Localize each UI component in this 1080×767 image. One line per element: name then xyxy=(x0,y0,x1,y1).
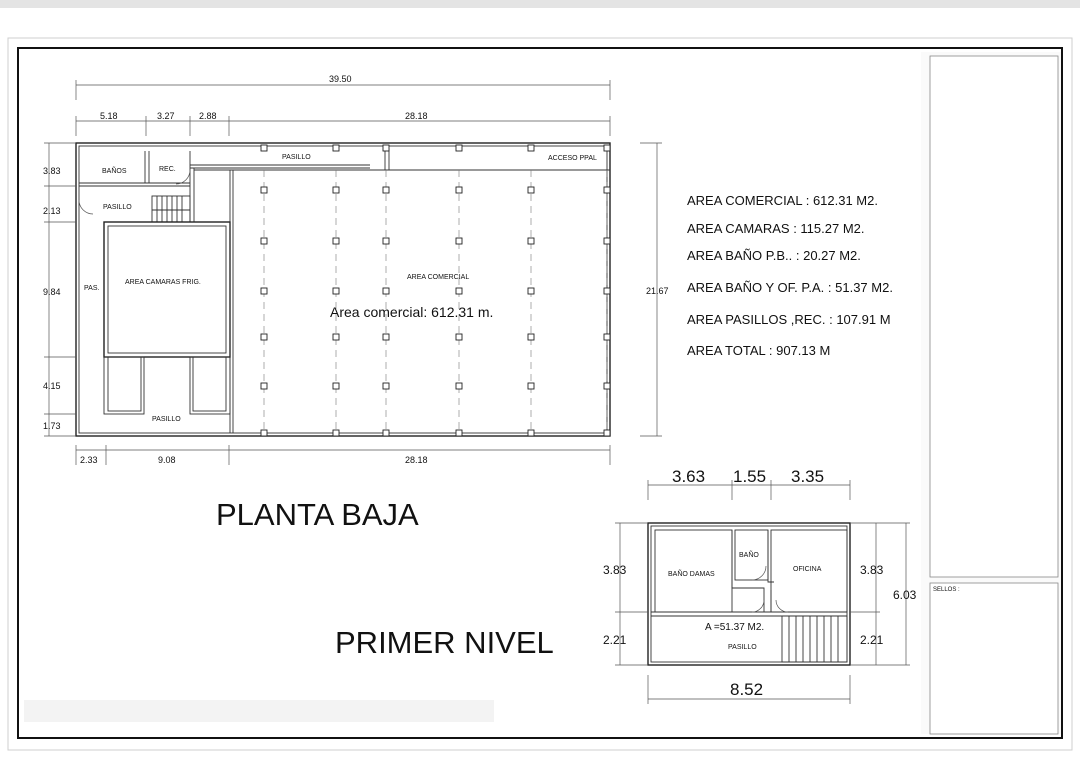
pb-dim-left-4: 4.15 xyxy=(43,381,61,391)
pb-dim-bottom-3: 28.18 xyxy=(405,455,428,465)
pb-dim-left-2: 2.13 xyxy=(43,206,61,216)
pb-dim-left-1: 3.83 xyxy=(43,166,61,176)
pb-column xyxy=(604,334,610,340)
pb-room-pasillo-bottom: PASILLO xyxy=(152,416,181,423)
pb-dim-bottom-1: 2.33 xyxy=(80,455,98,465)
pb-dim-top-3: 2.88 xyxy=(199,111,217,121)
pb-column xyxy=(456,383,462,389)
pn-room-area: A =51.37 M2. xyxy=(705,622,765,633)
pb-room-pasillo-left: PASILLO xyxy=(103,204,132,211)
pb-room-comercial: AREA COMERCIAL xyxy=(407,274,470,281)
pb-column xyxy=(456,145,462,151)
pb-dim-top-2: 3.27 xyxy=(157,111,175,121)
pn-stairs xyxy=(782,616,847,662)
pb-column xyxy=(261,430,267,436)
pn-dim-left-1: 3.83 xyxy=(603,563,627,577)
pb-column xyxy=(456,288,462,294)
pb-column-grid xyxy=(261,145,610,436)
pb-column xyxy=(333,187,339,193)
pn-dim-right-total: 6.03 xyxy=(893,588,917,602)
pb-column xyxy=(528,187,534,193)
pb-dim-top-4: 28.18 xyxy=(405,111,428,121)
pn-room-pasillo: PASILLO xyxy=(728,644,757,651)
pb-column xyxy=(383,383,389,389)
pb-column xyxy=(528,383,534,389)
pb-column xyxy=(456,334,462,340)
pb-dim-top-total: 39.50 xyxy=(329,74,352,84)
area-line-1: AREA COMERCIAL : 612.31 M2. xyxy=(687,193,878,208)
pb-column xyxy=(261,334,267,340)
area-line-3: AREA BAÑO P.B.. : 20.27 M2. xyxy=(687,248,861,263)
area-line-2: AREA CAMARAS : 115.27 M2. xyxy=(687,221,865,236)
area-line-6: AREA TOTAL : 907.13 M xyxy=(687,343,831,358)
pn-dim-top-1: 3.63 xyxy=(672,467,706,486)
pb-column xyxy=(333,383,339,389)
pb-column xyxy=(261,145,267,151)
pn-dim-right-1: 3.83 xyxy=(860,563,884,577)
title-block xyxy=(921,52,1061,734)
pb-room-pas: PAS. xyxy=(84,285,100,292)
pn-room-oficina: OFICINA xyxy=(793,566,822,573)
pb-dim-top-1: 5.18 xyxy=(100,111,118,121)
planta-baja-dimensions xyxy=(43,74,669,465)
primer-nivel-plan xyxy=(648,523,850,665)
area-line-4: AREA BAÑO Y OF. P.A. : 51.37 M2. xyxy=(687,280,893,295)
pb-column xyxy=(383,145,389,151)
pb-dim-right: 21.67 xyxy=(646,286,669,296)
primer-nivel-title: PRIMER NIVEL xyxy=(335,625,554,660)
area-line-5: AREA PASILLOS ,REC. : 107.91 M xyxy=(687,312,891,327)
pb-column xyxy=(383,187,389,193)
pb-column xyxy=(528,334,534,340)
title-block-top-box xyxy=(930,56,1058,577)
pb-column xyxy=(528,430,534,436)
pb-column xyxy=(383,334,389,340)
pb-column xyxy=(456,238,462,244)
pb-room-acceso: ACCESO PPAL xyxy=(548,155,597,162)
pb-dim-left-5: 1.73 xyxy=(43,421,61,431)
primer-nivel-dimensions xyxy=(603,467,917,704)
pb-column xyxy=(261,238,267,244)
pn-dim-top-2: 1.55 xyxy=(733,467,767,486)
pb-column xyxy=(604,383,610,389)
pn-room-bano-damas: BAÑO DAMAS xyxy=(668,571,715,578)
pb-camaras-wall xyxy=(104,222,230,357)
pb-column xyxy=(528,238,534,244)
pb-dim-bottom-2: 9.08 xyxy=(158,455,176,465)
pb-column xyxy=(383,288,389,294)
pn-dim-right-2: 2.21 xyxy=(860,633,884,647)
pb-room-banos: BAÑOS xyxy=(102,168,127,175)
pb-column xyxy=(261,383,267,389)
pb-column xyxy=(261,288,267,294)
pn-dim-bottom: 8.52 xyxy=(730,680,764,699)
pb-room-pasillo-top: PASILLO xyxy=(282,154,311,161)
pb-column xyxy=(333,145,339,151)
pb-column xyxy=(604,288,610,294)
pb-column xyxy=(333,430,339,436)
pn-dim-left-2: 2.21 xyxy=(603,633,627,647)
pn-room-bano: BAÑO xyxy=(739,552,759,559)
pb-column xyxy=(528,288,534,294)
pb-column xyxy=(383,430,389,436)
pb-column xyxy=(261,187,267,193)
pb-dim-left-3: 9.84 xyxy=(43,287,61,297)
pb-column xyxy=(333,288,339,294)
pb-column xyxy=(383,238,389,244)
planta-baja-title: PLANTA BAJA xyxy=(216,497,419,532)
faded-footer-text xyxy=(24,700,494,722)
pb-column xyxy=(333,334,339,340)
pn-dim-top-3: 3.35 xyxy=(791,467,825,486)
pb-column xyxy=(456,430,462,436)
sellos-box xyxy=(930,583,1058,734)
pb-column xyxy=(604,430,610,436)
pb-column xyxy=(528,145,534,151)
pb-column xyxy=(456,187,462,193)
pb-room-rec: REC. xyxy=(159,166,176,173)
sellos-label: SELLOS : xyxy=(933,587,960,593)
planta-baja-plan xyxy=(76,143,610,436)
pb-stairs xyxy=(152,196,190,222)
pb-column xyxy=(604,238,610,244)
pb-room-camaras: AREA CAMARAS FRIG. xyxy=(125,279,201,286)
pb-area-note: Area comercial: 612.31 m. xyxy=(330,304,494,320)
pb-column xyxy=(604,187,610,193)
area-summary xyxy=(687,193,893,358)
pb-column xyxy=(333,238,339,244)
pb-column xyxy=(604,145,610,151)
